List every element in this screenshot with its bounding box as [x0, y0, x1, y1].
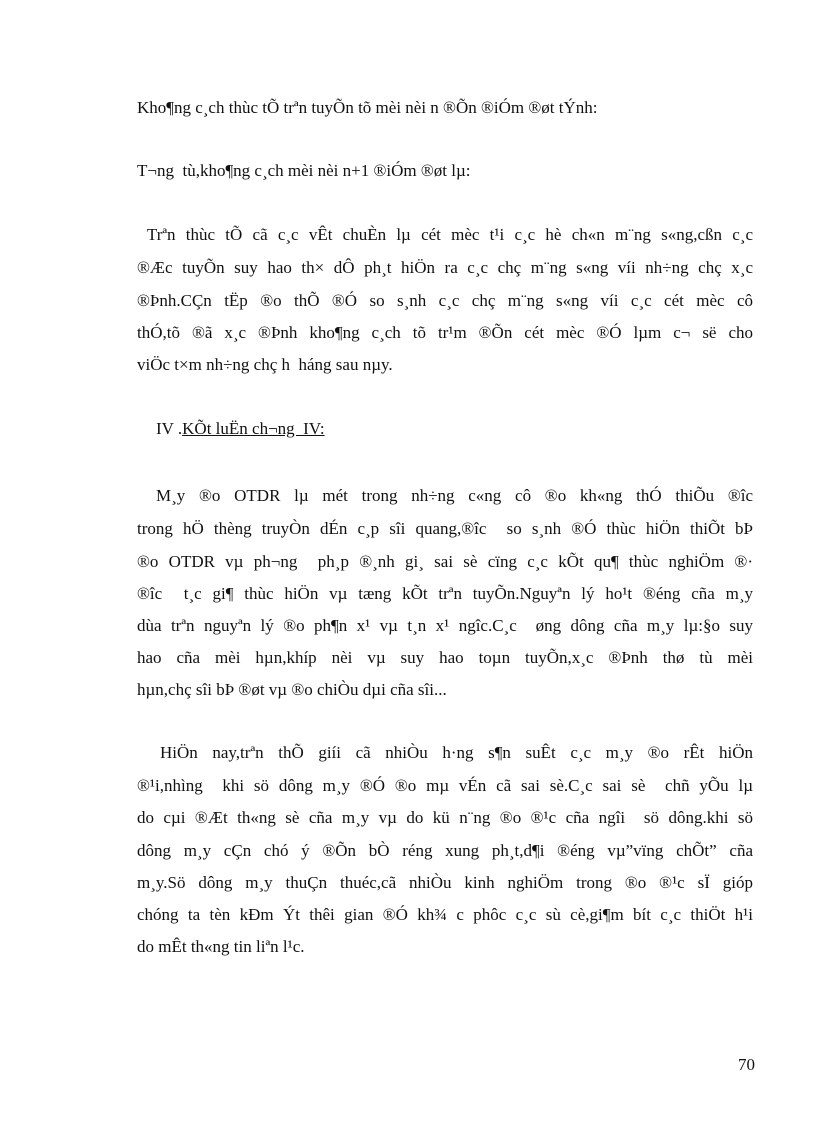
paragraph-line: trong hÖ thèng truyÒn dÉn c¸p sîi quang,®îc so s¸nh ®Ó thùc hiÖn thiÕt bÞ: [137, 519, 753, 538]
section-title: KÕt luËn ch¬ng IV:: [182, 419, 325, 438]
paragraph-line: ®Æc tuyÕn suy hao th× dÔ ph¸t hiÖn ra c¸c chç m¨ng s«ng víi nh÷ng chç x¸c: [137, 258, 753, 277]
section-heading: [156, 418, 325, 440]
paragraph-line: chóng ta tèn kÐm Ýt thêi gian ®Ó kh¾ c phôc c¸c sù cè,gi¶m bít c¸c thiÖt h¹i: [137, 905, 753, 924]
paragraph-line: dùa trªn nguyªn lý ®o ph¶n x¹ vµ t¸n x¹ ngîc.C¸c øng dông cña m¸y lµ:§o suy: [137, 616, 753, 635]
paragraph-line: M¸y ®o OTDR lµ mét trong nh÷ng c«ng cô ®o kh«ng thÓ thiÕu ®îc: [156, 486, 753, 505]
paragraph-line: HiÖn nay,trªn thÕ giíi cã nhiÒu h·ng s¶n suÊt c¸c m¸y ®o rÊt hiÖn: [160, 743, 753, 762]
paragraph-line: ®o OTDR vµ ph¬ng ph¸p ®¸nh gi¸ sai sè cïng c¸c kÕt qu¶ thùc nghiÖm ®·: [137, 552, 753, 571]
paragraph-line: hµn,chç sîi bÞ ®øt vµ ®o chiÒu dµi cña sîi...: [137, 680, 447, 699]
paragraph-line: ®Þnh.CÇn tËp ®o thÕ ®Ó so s¸nh c¸c chç m¨ng s«ng víi c¸c cét mèc cô: [137, 291, 753, 310]
page-number: 70: [738, 1055, 755, 1074]
paragraph-line: dông m¸y cÇn chó ý ®Õn bÒ réng xung ph¸t,d¶i ®éng vµ”vïng chÕt” cña: [137, 841, 753, 860]
paragraph-line: thÓ,tõ ®ã x¸c ®Þnh kho¶ng c¸ch tõ tr¹m ®Õn cét mèc ®Ó lµm c¬ së cho: [137, 323, 753, 342]
paragraph-line: do mÊt th«ng tin liªn l¹c.: [137, 937, 305, 956]
paragraph-line: viÖc t×m nh÷ng chç h háng sau nµy.: [137, 355, 393, 374]
section-prefix: IV .: [156, 419, 183, 438]
intro-line-2: T¬ng tù,kho¶ng c¸ch mèi nèi n+1 ®iÓm ®øt lµ:: [137, 161, 471, 180]
paragraph-line: do cµi ®Æt th«ng sè cña m¸y vµ do kü n¨ng ®o ®¹c cña ngîi sö dông.khi sö: [137, 808, 753, 827]
intro-line-1: Kho¶ng c¸ch thùc tÕ trªn tuyÕn tõ mèi nèi n ®Õn ®iÓm ®øt tÝnh:: [137, 98, 598, 117]
paragraph-line: ®¹i,nhìng khi sö dông m¸y ®Ó ®o mµ vÉn cã sai sè.C¸c sai sè chñ yÕu lµ: [137, 776, 753, 795]
paragraph-line: ®îc t¸c gi¶ thùc hiÖn vµ tæng kÕt trªn tuyÕn.Nguyªn lý ho¹t ®éng cña m¸y: [137, 584, 753, 603]
paragraph-line: Trªn thùc tÕ cã c¸c vÊt chuÈn lµ cét mèc t¹i c¸c hè ch«n m¨ng s«ng,cßn c¸c: [137, 225, 753, 244]
paragraph-line: hao cña mèi hµn,khíp nèi vµ suy hao toµn tuyÕn,x¸c ®Þnh thø tù mèi: [137, 648, 753, 667]
paragraph-line: m¸y.Sö dông m¸y thuÇn thuéc,cã nhiÒu kinh nghiÖm trong ®o ®¹c sÏ gióp: [137, 873, 753, 892]
